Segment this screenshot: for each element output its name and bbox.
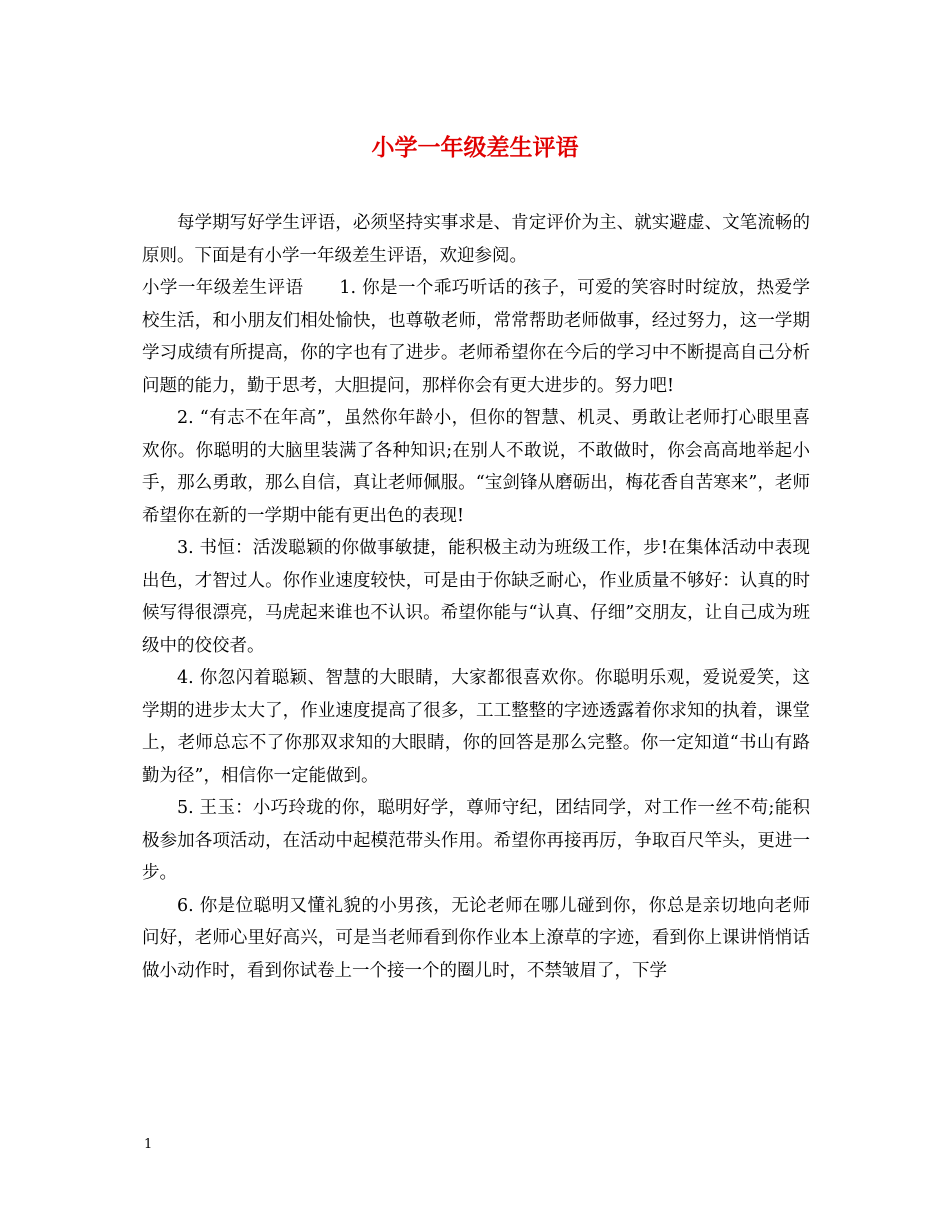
item-5-paragraph: 5. 王玉：小巧玲珑的你，聪明好学，尊师守纪，团结同学，对工作一丝不苟;能积极参加各项活动，在活动中起模范带头作用。希望你再接再厉，争取百尺竿头，更进一步。 xyxy=(142,798,810,883)
item-2-paragraph: 2. “有志不在年高”，虽然你年龄小，但你的智慧、机灵、勇敢让老师打心眼里喜欢你。你聪明的大脑里装满了各种知识;在别人不敢说，不敢做时，你会高高地举起小手，那么勇敢，那么自信，真让老师佩服。“宝剑锋从磨砺出，梅花香自苦寒来”，老师希望你在新的一学期中能有更出色的表现! xyxy=(142,408,810,526)
item-6-paragraph: 6. 你是位聪明又懂礼貌的小男孩，无论老师在哪儿碰到你，你总是亲切地向老师问好，老师心里好高兴，可是当老师看到你作业本上潦草的字迹，看到你上课讲悄悄话做小动作时，看到你试卷上一个接一个的圈儿时，不禁皱眉了，下学 xyxy=(142,895,810,981)
item-3-paragraph: 3. 书恒：活泼聪颖的你做事敏捷，能积极主动为班级工作，步!在集体活动中表现出色，才智过人。你作业速度较快，可是由于你缺乏耐心，作业质量不够好：认真的时候写得很漂亮，马虎起来谁也不认识。希望你能与“认真、仔细”交朋友，让自己成为班级中的佼佼者。 xyxy=(142,538,810,656)
item-1-text: 1. 你是一个乖巧听话的孩子，可爱的笑容时时绽放，热爱学校生活，和小朋友们相处愉快，也尊敬老师，常常帮助老师做事，经过努力，这一学期学习成绩有所提高，你的字也有了进步。老师希望你在今后的学习中不断提高自己分析问题的能力，勤于思考，大胆提问，那样你会有更大进步的。努力吧! xyxy=(142,278,810,396)
section-heading: 小学一年级差生评语 xyxy=(142,278,304,298)
document-body xyxy=(142,207,810,987)
item-4-paragraph: 4. 你忽闪着聪颖、智慧的大眼睛，大家都很喜欢你。你聪明乐观，爱说爱笑，这学期的进步太大了，作业速度提高了很多，工工整整的字迹透露着你求知的执着，课堂上，老师总忘不了你那双求知的大眼睛，你的回答是那么完整。你一定知道“书山有路勤为径”，相信你一定能做到。 xyxy=(142,668,810,786)
page-number: 1 xyxy=(144,1137,153,1152)
intro-paragraph: 每学期写好学生评语，必须坚持实事求是、肯定评价为主、就实避虚、文笔流畅的原则。下面是有小学一年级差生评语，欢迎参阅。 xyxy=(142,213,810,266)
page-title: 小学一年级差生评语 xyxy=(371,134,579,161)
item-1-paragraph xyxy=(142,272,810,402)
